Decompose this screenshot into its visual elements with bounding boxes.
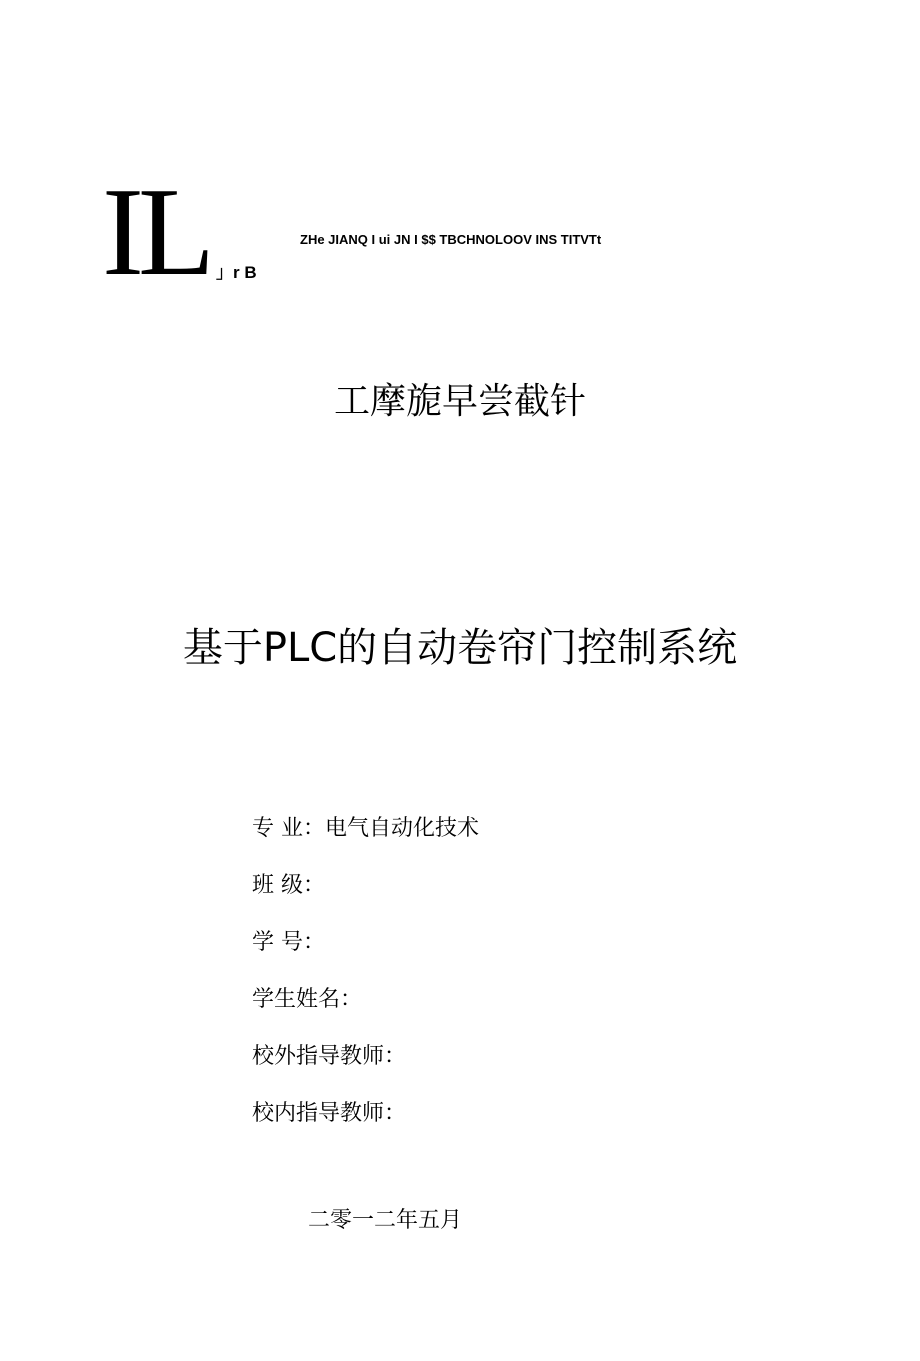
info-label: 学生姓名： — [252, 987, 363, 1012]
school-chinese-name: 工摩旎早尝截针 — [333, 381, 586, 422]
school-english-name: ZHe JIANQ I ui JN I $$ TBCHNOLOOV INS TITVTt — [300, 232, 602, 247]
school-logo-mark: IL — [102, 163, 209, 302]
info-value: 电气自动化技术 — [325, 816, 480, 841]
info-row-major — [252, 814, 479, 871]
info-row-internal-advisor — [252, 1099, 479, 1156]
student-info-list — [252, 814, 479, 1156]
date-line: 二零一二年五月 — [308, 1208, 463, 1233]
info-label: 学 号： — [252, 930, 325, 955]
info-label: 班 级： — [252, 873, 325, 898]
info-label: 校内指导教师： — [252, 1101, 407, 1126]
school-logo-small-text: 」r B — [216, 263, 257, 282]
info-label: 专 业： — [252, 816, 325, 841]
info-label: 校外指导教师： — [252, 1044, 407, 1069]
info-row-student-id — [252, 928, 479, 985]
info-row-student-name — [252, 985, 479, 1042]
info-row-class — [252, 871, 479, 928]
info-row-external-advisor — [252, 1042, 479, 1099]
thesis-title: 基于PLC的自动卷帘门控制系统 — [182, 625, 738, 671]
